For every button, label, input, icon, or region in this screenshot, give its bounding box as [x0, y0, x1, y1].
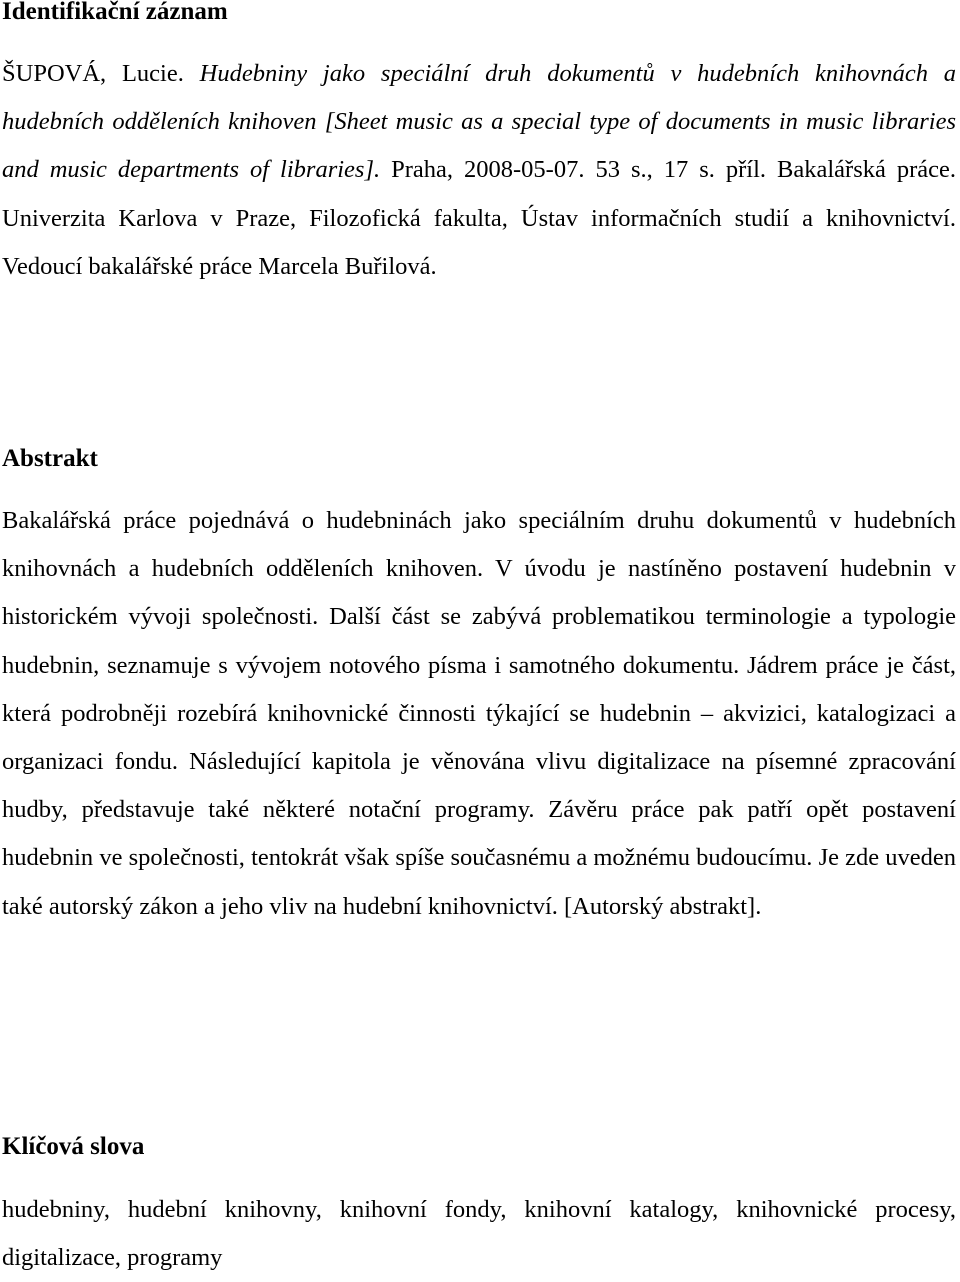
thesis-title: Hudebniny jako speciální druh dokumentů v hudebních knihovnách a hudebních odděleních knihoven [Sheet music as a special type of documents in music libraries and music departments of libraries]. [2, 60, 957, 184]
author-name: ŠUPOVÁ, Lucie. [2, 60, 200, 87]
identification-heading: Identifikační záznam [2, 0, 228, 25]
abstract-text: Bakalářská práce pojednává o hudebninách jako speciálním druhu dokumentů v hudebních knihovnách a hudebních odděleních knihoven. V úvodu je nastíněno postavení hudebnin v historickém vývoji společnosti. Další část se zabývá problematikou terminologie a typologie hudebnin, seznamuje s vývojem notového písma i samotného dokumentu. Jádrem práce je část, která podrobněji rozebírá knihovnické činnosti týkající se hudebnin – akvizici, katalogizaci a organizaci fondu. Následující kapitola je věnována vlivu digitalizace na písemné zpracování hudby, představuje také některé notační programy. Závěru práce pak patří opět postavení hudebnin ve společnosti, tentokrát však spíše současnému a možnému budoucímu. Je zde uveden také autorský zákon a jeho vliv na hudební knihovnictví. [Autorský abstrakt]. [2, 507, 956, 920]
keywords-text: hudebniny, hudební knihovny, knihovní fondy, knihovní katalogy, knihovnické procesy, digitalizace, programy [2, 1196, 956, 1272]
keywords-heading: Klíčová slova [2, 1133, 145, 1160]
identification-record [2, 50, 956, 291]
publication-details: Praha, 2008-05-07. 53 s., 17 s. příl. Bakalářská práce. Univerzita Karlova v Praze, Filozofická fakulta, Ústav informačních studií a knihovnictví. Vedoucí bakalářské práce Marcela Buřilová. [2, 156, 956, 280]
abstract-heading: Abstrakt [2, 445, 98, 472]
